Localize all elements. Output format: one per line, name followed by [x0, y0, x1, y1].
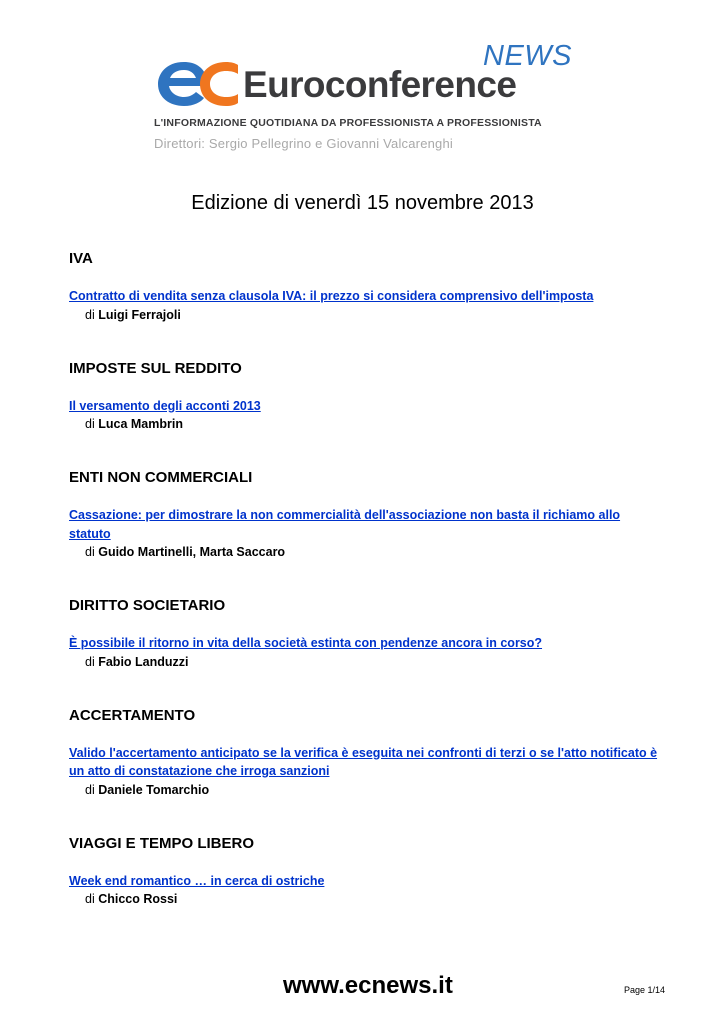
byline-prefix: di	[85, 782, 95, 797]
section	[69, 469, 659, 562]
euroconference-logo-icon	[154, 54, 240, 110]
byline	[85, 653, 659, 672]
byline	[85, 306, 659, 325]
article-link[interactable]: È possibile il ritorno in vita della società estinta con pendenze ancora in corso?	[69, 636, 543, 650]
author-name: Luca Mambrin	[98, 417, 183, 431]
directors-line: Direttori: Sergio Pellegrino e Giovanni Valcarenghi	[154, 136, 453, 151]
author-name: Daniele Tomarchio	[98, 782, 210, 797]
byline	[85, 415, 659, 434]
brand-name: Euroconference	[243, 64, 517, 105]
section-title: IVA	[69, 250, 93, 267]
section-title: ACCERTAMENTO	[69, 706, 196, 724]
article-link[interactable]: Week end romantico … in cerca di ostriche	[69, 873, 325, 888]
edition-title: Edizione di venerdì 15 novembre 2013	[191, 192, 534, 214]
section	[69, 360, 659, 435]
sections-list	[69, 250, 659, 944]
author-name: Guido Martinelli, Marta Saccaro	[98, 545, 286, 559]
page-number: Page 1/14	[624, 985, 666, 995]
article-link[interactable]: Valido l'accertamento anticipato se la verifica è eseguita nei confronti di terzi o se l'atto notificato è un atto di constatazione che irroga sanzioni	[69, 745, 658, 778]
tagline: L'INFORMAZIONE QUOTIDIANA DA PROFESSIONISTA A PROFESSIONISTA	[154, 117, 542, 129]
masthead	[150, 38, 580, 158]
section	[69, 250, 659, 325]
section-title: VIAGGI E TEMPO LIBERO	[69, 834, 255, 852]
byline-prefix: di	[85, 545, 95, 559]
byline	[85, 543, 659, 562]
article-link[interactable]: Cassazione: per dimostrare la non commercialità dell'associazione non basta il richiamo allo statuto	[69, 508, 621, 541]
byline-prefix: di	[85, 417, 95, 431]
byline-prefix: di	[85, 307, 95, 322]
section	[69, 707, 659, 800]
byline	[85, 890, 659, 909]
author-name: Fabio Landuzzi	[98, 654, 189, 669]
author-name: Chicco Rossi	[98, 892, 178, 906]
section-title: ENTI NON COMMERCIALI	[69, 469, 253, 486]
byline-prefix: di	[85, 892, 95, 906]
section	[69, 597, 659, 672]
section	[69, 835, 659, 910]
byline-prefix: di	[85, 654, 95, 669]
article-link[interactable]: Il versamento degli acconti 2013	[69, 398, 261, 413]
footer-url[interactable]: www.ecnews.it	[283, 972, 453, 999]
author-name: Luigi Ferrajoli	[98, 307, 181, 322]
section-title: IMPOSTE SUL REDDITO	[69, 359, 242, 377]
news-label: NEWS	[483, 40, 572, 72]
section-title: DIRITTO SOCIETARIO	[69, 597, 226, 614]
article-link[interactable]: Contratto di vendita senza clausola IVA: il prezzo si considera comprensivo dell'imposta	[69, 289, 594, 303]
byline	[85, 781, 659, 800]
